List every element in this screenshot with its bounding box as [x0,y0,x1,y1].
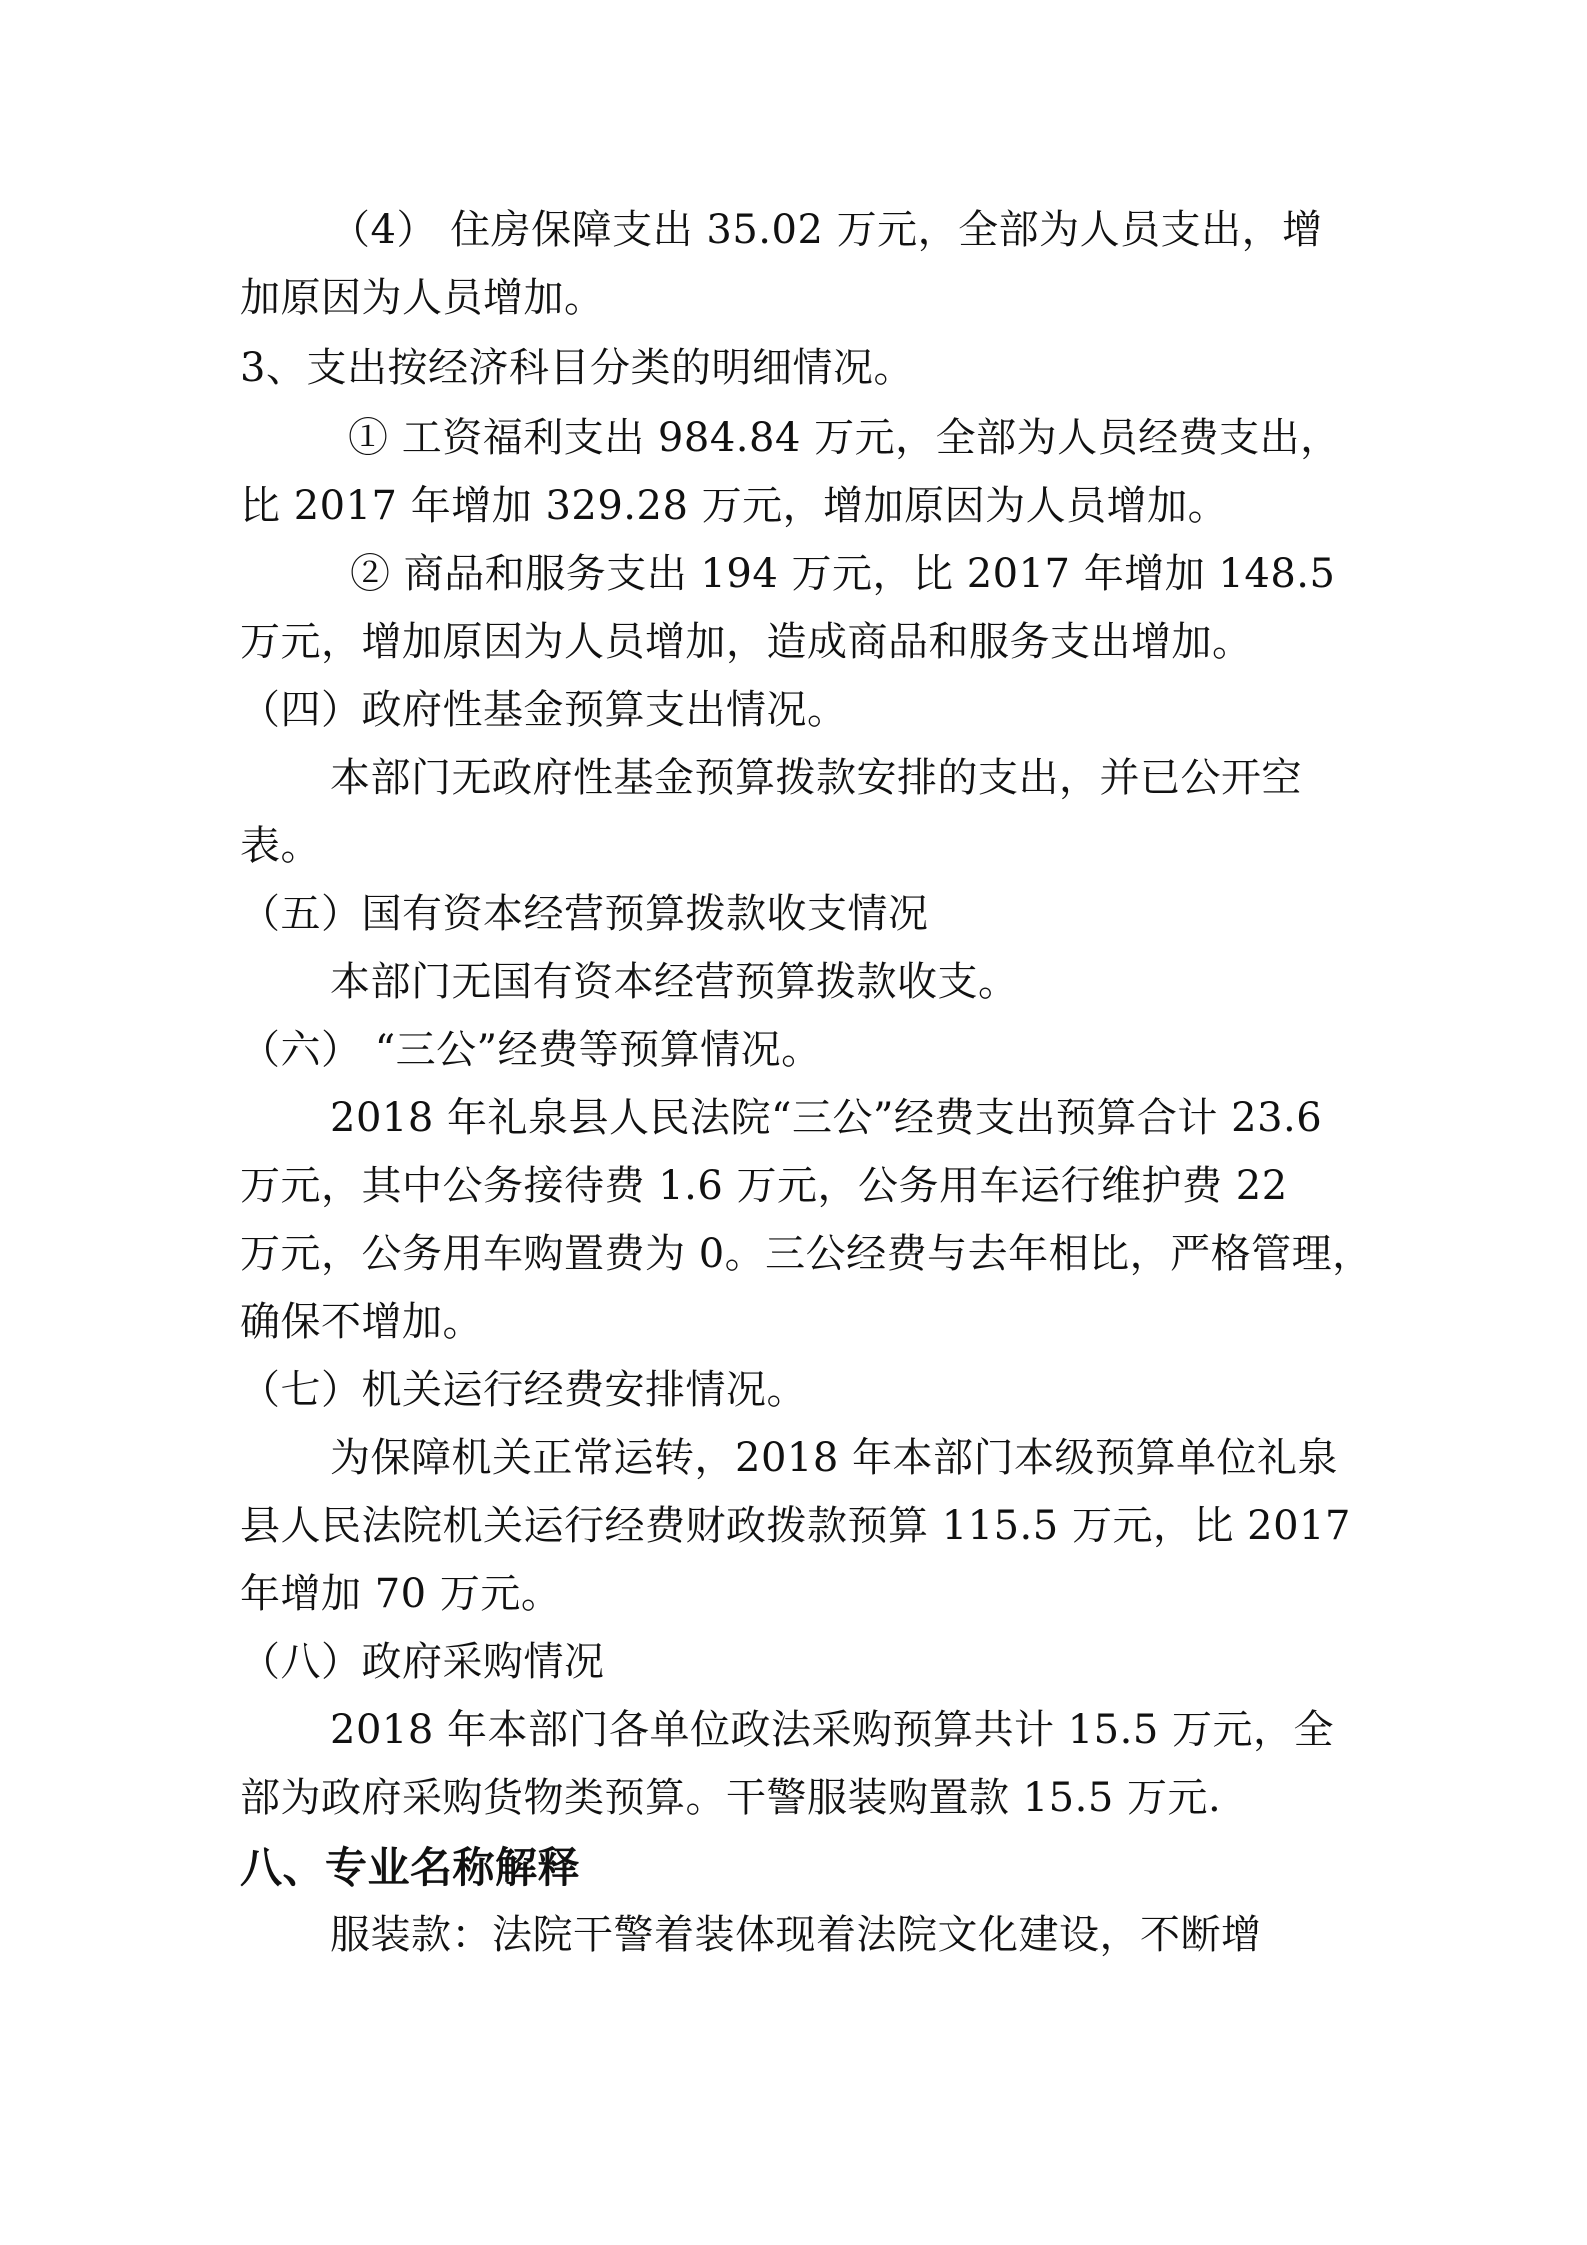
text-line: （4） 住房保障支出 35.02 万元，全部为人员支出，增 [330,207,1323,253]
text-line: 比 2017 年增加 329.28 万元，增加原因为人员增加。 [240,483,1229,529]
text-line: 表。 [240,823,321,869]
section-heading: （四）政府性基金预算支出情况。 [240,687,848,733]
text-line: 万元，增加原因为人员增加，造成商品和服务支出增加。 [240,619,1253,665]
text-line: 县人民法院机关运行经费财政拨款预算 115.5 万元，比 2017 [240,1503,1351,1549]
text-line: 确保不增加。 [240,1299,483,1345]
section-heading: （五）国有资本经营预算拨款收支情况 [240,891,929,937]
section-heading: （八）政府采购情况 [240,1639,605,1685]
text-line: 万元，其中公务接待费 1.6 万元，公务用车运行维护费 22 [240,1163,1288,1209]
text-line: ① 工资福利支出 984.84 万元，全部为人员经费支出， [348,415,1341,461]
text-line: 2018 年本部门各单位政法采购预算共计 15.5 万元，全 [330,1707,1335,1753]
text-line: 年增加 70 万元。 [240,1571,562,1617]
text-line: 服装款：法院干警着装体现着法院文化建设，不断增 [330,1912,1262,1958]
text-line: 万元，公务用车购置费为 0。三公经费与去年相比，严格管理， [240,1231,1373,1277]
section-heading: （六） “三公”经费等预算情况。 [240,1027,822,1073]
text-line: 为保障机关正常运转，2018 年本部门本级预算单位礼泉 [330,1435,1339,1481]
text-line: 3、支出按经济科目分类的明细情况。 [240,345,914,391]
text-line: 本部门无国有资本经营预算拨款收支。 [330,959,1019,1005]
text-line: 部为政府采购货物类预算。干警服装购置款 15.5 万元. [240,1775,1222,1821]
text-line: 加原因为人员增加。 [240,275,605,321]
chapter-heading: 八、专业名称解释 [240,1843,581,1892]
text-line: 本部门无政府性基金预算拨款安排的支出，并已公开空 [330,755,1302,801]
text-line: 2018 年礼泉县人民法院“三公”经费支出预算合计 23.6 [330,1095,1323,1141]
text-line: ② 商品和服务支出 194 万元，比 2017 年增加 148.5 [350,551,1336,597]
section-heading: （七）机关运行经费安排情况。 [240,1367,807,1413]
